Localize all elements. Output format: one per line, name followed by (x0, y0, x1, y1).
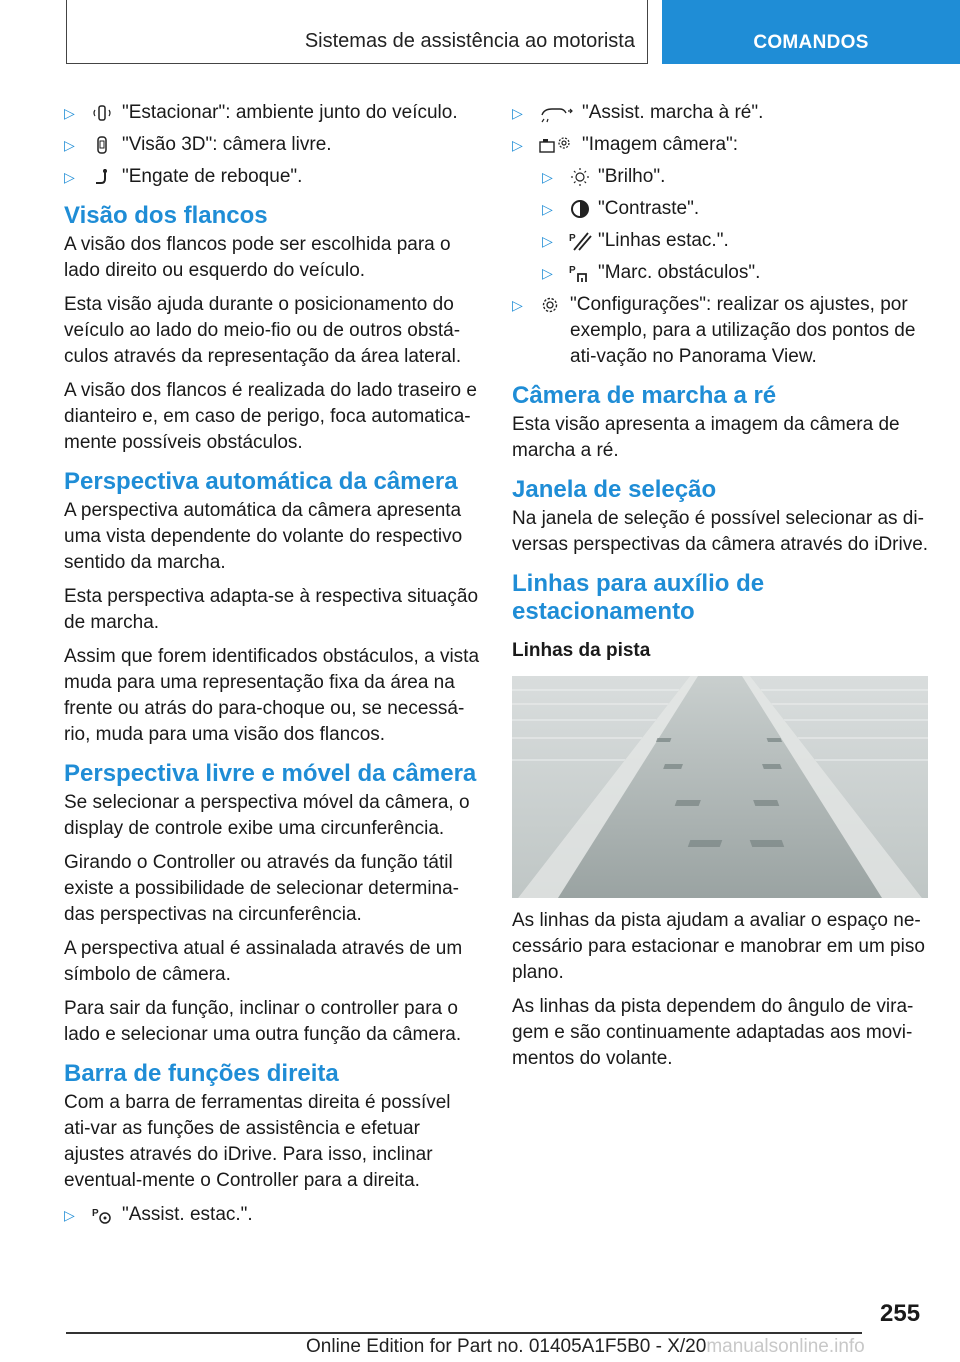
svg-text:P: P (569, 233, 576, 244)
list-item-text: "Configurações": realizar os ajustes, por exemplo, para a utilização dos pontos de ati-vação no Panorama View. (570, 294, 916, 367)
heading-selection-window: Janela de seleção (512, 476, 717, 503)
bullet-triangle-icon: ▷ (542, 265, 553, 281)
edition-text: Online Edition for Part no. 01405A1F5B0 - X/20 (306, 1336, 707, 1357)
footer-divider (66, 1332, 862, 1334)
heading-automatic-perspective: Perspectiva automática da câmera (64, 468, 458, 495)
list-item (542, 228, 932, 254)
paragraph: A visão dos flancos é realizada do lado traseiro e dianteiro e, em caso de perigo, foca automatica-mente possíveis obstáculos. (64, 380, 477, 453)
list-item-text: "Estacionar": ambiente junto do veículo. (122, 102, 458, 123)
trailer-hitch-icon (90, 167, 114, 187)
list-item (512, 132, 932, 158)
parking-lines-icon (568, 231, 592, 251)
list-item (542, 260, 932, 286)
paragraph: Com a barra de ferramentas direita é possível ati-var as funções de assistência e efetuar ajustes através do iDrive. Para isso, inclinar eventual-mente o Controller para a direita. (64, 1092, 451, 1191)
list-item-text: "Linhas estac.". (598, 230, 729, 251)
chapter-tab-label: COMANDOS (753, 32, 869, 53)
section-title: Sistemas de assistência ao motorista (304, 30, 635, 52)
heading-rear-camera: Câmera de marcha a ré (512, 382, 777, 409)
page-number: 255 (880, 1300, 921, 1327)
contrast-icon (568, 199, 592, 219)
list-item (64, 164, 482, 190)
bullet-triangle-icon: ▷ (64, 169, 75, 185)
left-column (64, 100, 482, 1234)
paragraph: Se selecionar a perspectiva móvel da câmera, o display de controle exibe uma circunferência. (64, 792, 470, 839)
list-item-text: "Marc. obstáculos". (598, 262, 761, 283)
paragraph: As linhas da pista ajudam a avaliar o espaço ne-cessário para estacionar e manobrar em um piso plano. (512, 910, 925, 983)
list-item-text: "Engate de reboque". (122, 166, 303, 187)
brightness-icon (568, 167, 592, 187)
paragraph: Na janela de seleção é possível selecionar as di-versas perspectivas da câmera através do iDrive. (512, 508, 929, 555)
paragraph: Assim que forem identificados obstáculos, a vista muda para uma representação fixa da área na frente ou atrás do para-choque ou, se necessá-rio, muda para uma visão dos flancos. (64, 646, 480, 745)
paragraph: Esta perspectiva adapta-se à respectiva situação de marcha. (64, 586, 479, 633)
paragraph: A perspectiva atual é assinalada através de um símbolo de câmera. (64, 938, 463, 985)
watermark-text: manualsonline.info (706, 1336, 865, 1357)
right-column (512, 100, 932, 1080)
subheading-lane-lines: Linhas da pista (512, 640, 651, 661)
bullet-triangle-icon: ▷ (64, 1207, 75, 1223)
list-item (64, 100, 482, 126)
bullet-triangle-icon: ▷ (512, 105, 523, 121)
settings-gear-icon (538, 295, 562, 315)
bullet-triangle-icon: ▷ (64, 137, 75, 153)
heading-right-function-bar: Barra de funções direita (64, 1060, 339, 1087)
paragraph: A perspectiva automática da câmera apresenta uma vista dependente do volante do respectivo sentido da marcha. (64, 500, 463, 573)
bullet-triangle-icon: ▷ (64, 105, 75, 121)
bullet-triangle-icon: ▷ (512, 137, 523, 153)
paragraph: Girando o Controller ou através da função tátil existe a possibilidade de selecionar determina-das perspectivas na circunferência. (64, 852, 460, 925)
svg-text:P: P (569, 265, 576, 276)
3d-view-icon (90, 135, 114, 155)
list-item-text: "Visão 3D": câmera livre. (122, 134, 332, 155)
svg-text:P: P (92, 1208, 99, 1219)
bullet-triangle-icon: ▷ (512, 297, 523, 313)
heading-free-perspective: Perspectiva livre e móvel da câmera (64, 760, 477, 787)
list-item-text: "Assist. marcha à ré". (582, 102, 764, 123)
bullet-triangle-icon: ▷ (542, 169, 553, 185)
bullet-triangle-icon: ▷ (542, 201, 553, 217)
list-item (64, 132, 482, 158)
header-section-box (66, 0, 648, 64)
list-item (542, 196, 932, 222)
footer-edition (306, 1336, 865, 1358)
list-item (512, 292, 932, 370)
camera-settings-icon (538, 135, 574, 155)
list-item (64, 1202, 482, 1228)
chapter-tab[interactable] (662, 0, 960, 64)
bullet-triangle-icon: ▷ (542, 233, 553, 249)
paragraph: As linhas da pista dependem do ângulo de vira-gem e são continuamente adaptadas aos movi-mentos do volante. (512, 996, 914, 1069)
parking-assist-icon (90, 1205, 114, 1225)
list-item-text: "Imagem câmera": (582, 134, 739, 155)
paragraph: Para sair da função, inclinar o controller para o lado e selecionar uma outra função da câmera. (64, 998, 462, 1045)
paragraph: A visão dos flancos pode ser escolhida para o lado direito ou esquerdo do veículo. (64, 234, 451, 281)
list-item-text: "Assist. estac.". (122, 1204, 253, 1225)
list-item-text: "Brilho". (598, 166, 666, 187)
paragraph: Esta visão apresenta a imagem da câmera de marcha a ré. (512, 414, 900, 461)
heading-parking-lines: Linhas para auxílio de estacionamento (512, 570, 765, 625)
heading-side-view: Visão dos flancos (64, 202, 268, 229)
paragraph: Esta visão ajuda durante o posicionamento do veículo ao lado do meio-fio ou de outros obstá-culos através da representação da área lateral. (64, 294, 462, 367)
reverse-assist-icon (538, 103, 574, 123)
list-item (542, 164, 932, 190)
lane-lines-illustration (512, 676, 928, 898)
parking-view-icon (90, 103, 114, 123)
list-item-text: "Contraste". (598, 198, 700, 219)
list-item (512, 100, 932, 126)
obstacle-marker-icon (568, 263, 592, 283)
